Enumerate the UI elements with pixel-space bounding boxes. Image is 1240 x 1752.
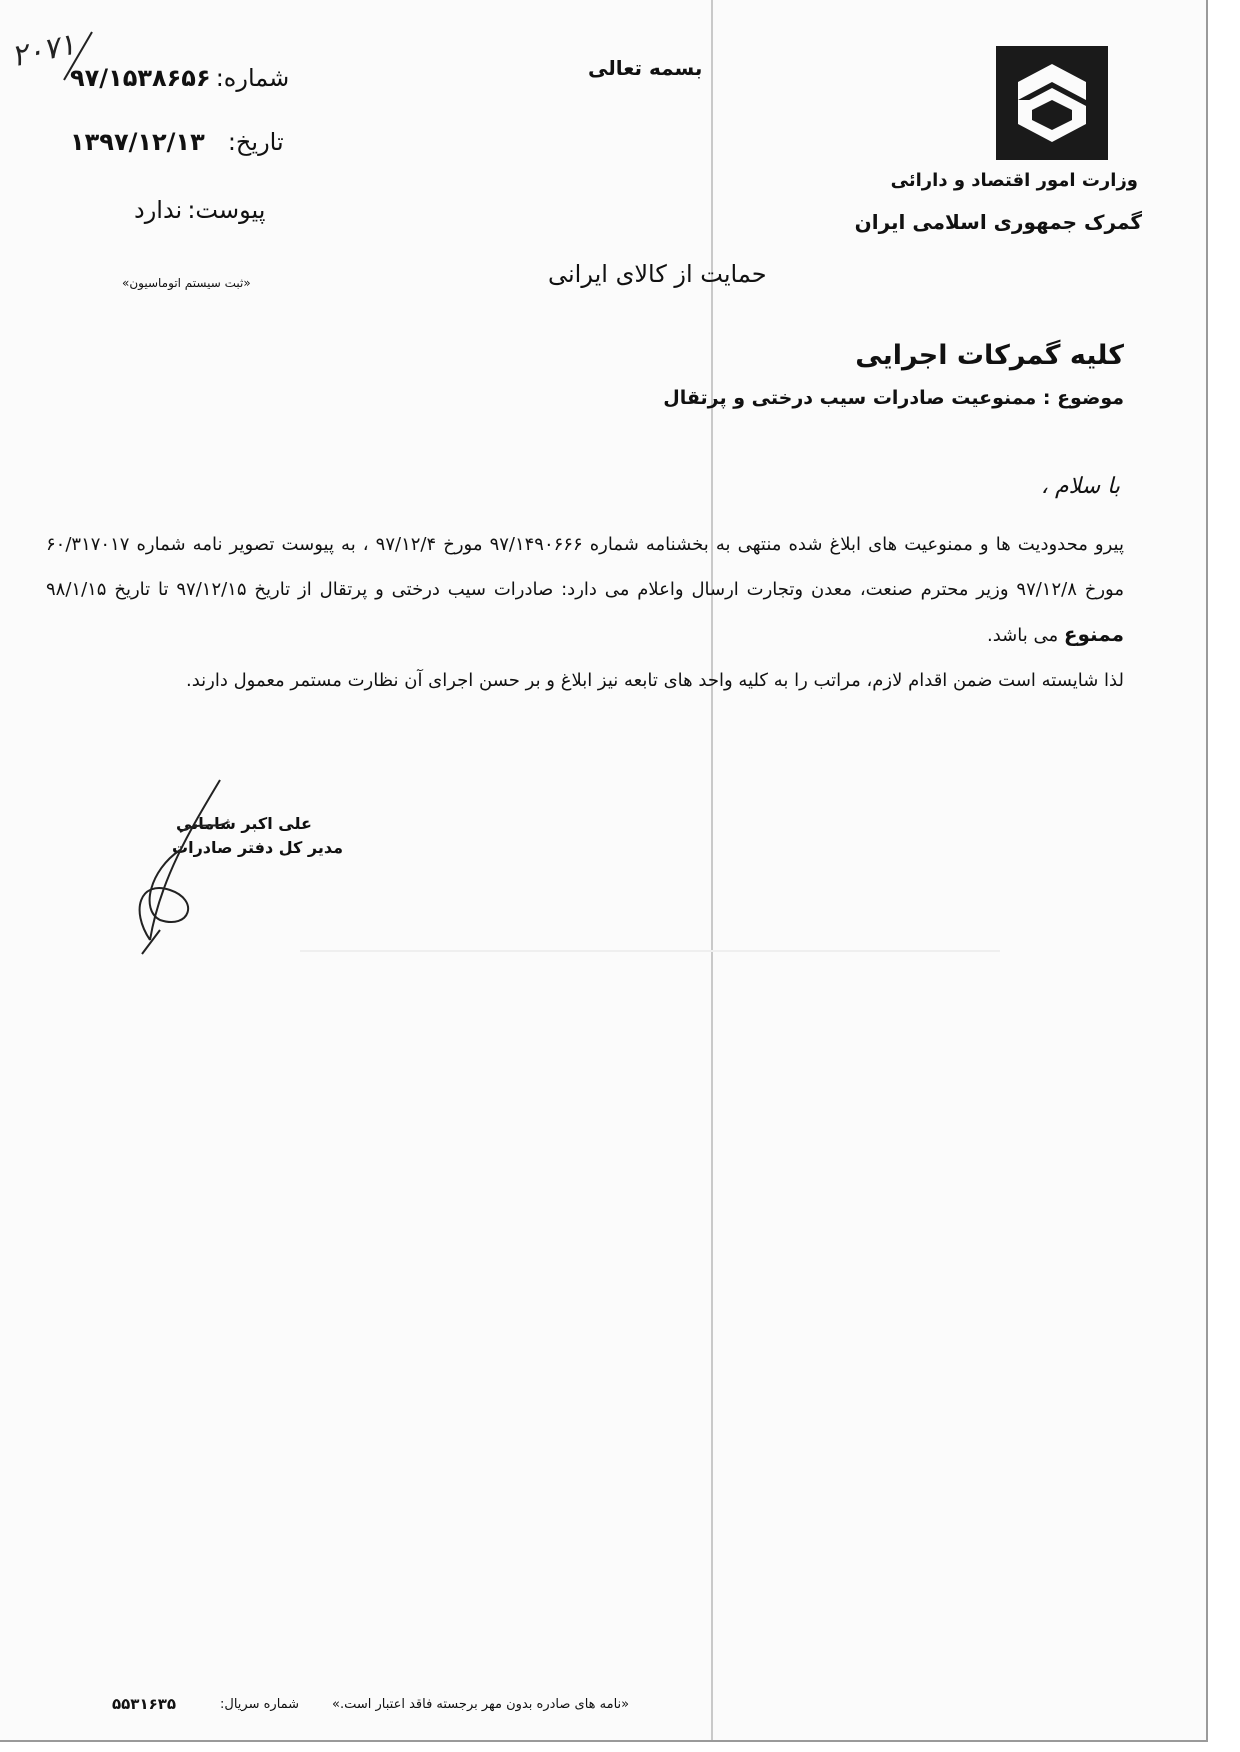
handwritten-number: ۲۰۷۱ <box>8 26 79 75</box>
attachment-row <box>134 196 265 224</box>
date-value: ۱۳۹۷/۱۲/۱۳ <box>70 128 205 156</box>
footer-validity-note: «نامه های صادره بدون مهر برجسته فاقد اعتبار است.» <box>332 1697 630 1712</box>
auto-registration-note: «ثبت سیستم اتوماسیون» <box>122 276 251 290</box>
date-row <box>70 128 284 156</box>
attachment-value: ندارد <box>134 196 183 224</box>
body-paragraph-2: لذا شایسته است ضمن اقدام لازم، مراتب را به کلیه واحد های تابعه نیز ابلاغ و بر حسن اجرای آن نظارت مستمر معمول دارند. <box>185 670 1124 691</box>
prohibited-word: ممنوع <box>1063 622 1124 646</box>
letter-body <box>46 522 1124 703</box>
signature-scribble <box>120 770 230 960</box>
salutation: با سلام ، <box>1040 474 1120 499</box>
signatory-name: علی اکبر شامانی <box>176 814 312 833</box>
body-paragraph-1 <box>46 522 1124 658</box>
addressee: کلیه گمرکات اجرایی <box>855 340 1124 371</box>
signatory-title: مدیر کل دفتر صادرات <box>172 838 344 857</box>
serial-value: ۵۵۳۱۶۳۵ <box>112 1695 177 1713</box>
body-paragraph-1-text: پیرو محدودیت ها و ممنوعیت های ابلاغ شده منتهی به بخشنامه شماره ۹۷/۱۴۹۰۶۶۶ مورخ ۹۷/۱۲/۴ ، به پیوست تصویر نامه شماره ۶۰/۳۱۷۰۱۷ مورخ ۹۷/۱۲/۸ وزیر محترم صنعت، معدن وتجارت ارسال واعلام می دارد: صادرات سیب درختی و پرتقال از تاریخ ۹۷/۱۲/۱۵ تا تاریخ ۹۸/۱/۱۵ <box>46 534 1125 600</box>
scan-artifact <box>300 950 1000 952</box>
date-label: تاریخ: <box>227 128 284 156</box>
ministry-name: وزارت امور اقتصاد و دارائی <box>890 170 1138 191</box>
slogan-stamp: حمایت از کالای ایرانی <box>548 260 767 288</box>
customs-name: گمرک جمهوری اسلامی ایران <box>854 210 1142 234</box>
serial-label: شماره سریال: <box>220 1697 300 1712</box>
customs-emblem-icon <box>992 42 1112 164</box>
subject-line: موضوع : ممنوعیت صادرات سیب درختی و پرتقال <box>663 387 1124 409</box>
attachment-label: پیوست: <box>187 196 266 224</box>
body-paragraph-1-tail: می باشد. <box>986 625 1059 646</box>
number-label: شماره: <box>215 64 290 92</box>
number-row <box>70 64 289 92</box>
number-value: ۹۷/۱۵۳۸۶۵۶ <box>70 64 211 92</box>
basmeh-heading: بسمه تعالی <box>588 56 703 80</box>
